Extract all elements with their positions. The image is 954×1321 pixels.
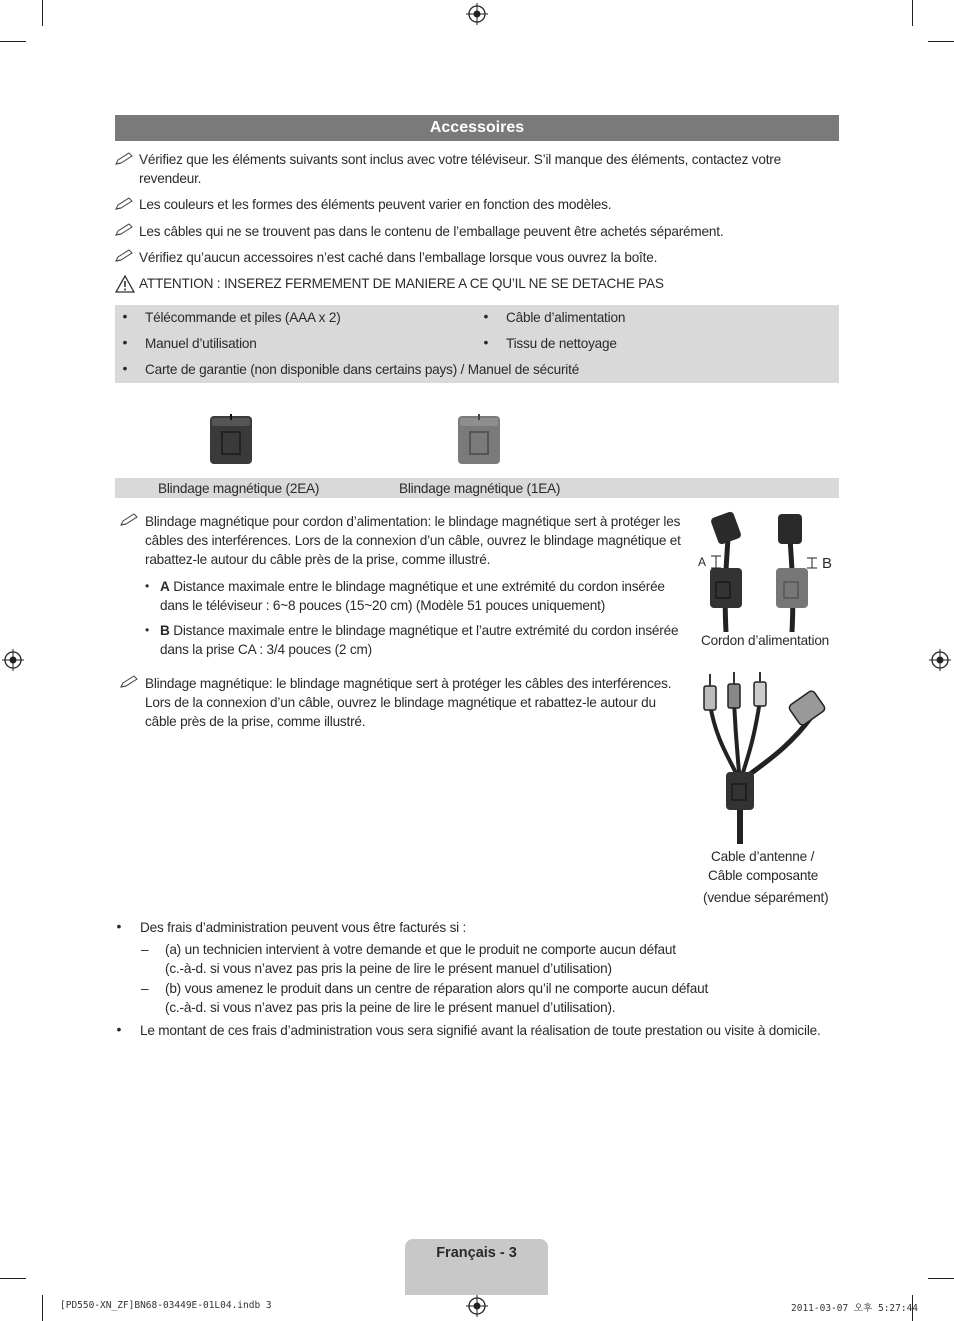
note-colors: Les couleurs et les formes des éléments peuvent varier en fonction des modèles. <box>139 197 612 212</box>
distance-b-text: B Distance maximale entre le blindage magnétique et l’autre extrémité du cordon insérée dans la prise CA : 3/4 pouces (2 cm) <box>160 623 679 657</box>
ferrite-core-dark-image <box>208 414 254 466</box>
bullet: • <box>122 360 128 376</box>
pencil-note-icon <box>115 223 135 237</box>
power-note-text: Blindage magnétique pour cordon d’alimentation: le blindage magnétique sert à protéger les câbles des interférences. Lors de la connexion d’un câble, ouvrez le blindage magnétique et rabattez-le autour du câble près de la prise, comme illustré. <box>145 514 681 567</box>
dash: – <box>141 981 149 996</box>
label-b: B <box>822 555 833 572</box>
warning-triangle-icon <box>115 275 135 293</box>
item-manual: Manuel d’utilisation <box>145 336 257 351</box>
crop-mark <box>928 41 954 42</box>
fees-intro: Des frais d’administration peuvent vous être facturés si : <box>140 920 467 935</box>
item-remote: Télécommande et piles (AAA x 2) <box>145 310 341 325</box>
power-cord-caption: Cordon d’alimentation <box>701 633 830 648</box>
crop-mark <box>928 1278 954 1279</box>
cable-note-text: Blindage magnétique: le blindage magnétique sert à protéger les câbles des interférences. Lors de la connexion d’un câble, ouvrez le blindage magnétique et rabattez-le autour du câble près de la prise, comme illustré. <box>145 676 672 729</box>
bullet: • <box>145 579 150 593</box>
pencil-note-icon <box>115 152 135 166</box>
bullet: • <box>483 334 489 350</box>
crop-mark <box>0 1278 26 1279</box>
section-title-bar: Accessoires <box>115 115 839 141</box>
item-warranty: Carte de garantie (non disponible dans certains pays) / Manuel de sécurité <box>145 362 580 377</box>
item-cleaning-cloth: Tissu de nettoyage <box>506 336 617 351</box>
crop-mark <box>42 1295 43 1321</box>
core-caption-1ea: Blindage magnétique (1EA) <box>399 481 561 496</box>
item-power-cable: Câble d’alimentation <box>506 310 626 325</box>
note-cables: Les câbles qui ne se trouvent pas dans le contenu de l’emballage peuvent être achetés séparément. <box>139 224 724 239</box>
note-check-items: Vérifiez que les éléments suivants sont inclus avec votre téléviseur. S’il manque des éléments, contactez votre revendeur. <box>139 152 781 186</box>
registration-mark-icon <box>466 1295 488 1317</box>
pencil-note-icon <box>120 675 140 689</box>
page-number: Français - 3 <box>436 1245 517 1261</box>
antenna-caption-line1: Cable d’antenne / <box>711 849 815 864</box>
attention-text: ATTENTION : INSEREZ FERMEMENT DE MANIERE A CE QU’IL NE SE DETACHE PAS <box>139 276 664 291</box>
registration-mark-icon <box>929 649 951 671</box>
power-cord-illustration <box>696 510 836 632</box>
fees-final: Le montant de ces frais d’administration vous sera signifié avant la réalisation de toute prestation ou visite à domicile. <box>140 1023 821 1038</box>
fees-case-a: (a) un technicien intervient à votre demande et que le produit ne comporte aucun défaut (c.-à-d. si vous n’avez pas pris la peine de lire le présent manuel d’utilisation) <box>165 942 676 976</box>
fees-case-b: (b) vous amenez le produit dans un centre de réparation alors qu’il ne comporte aucun défaut (c.-à-d. si vous n’avez pas pris la peine de lire le présent manuel d’utilisation). <box>165 981 709 1015</box>
pencil-note-icon <box>120 513 140 527</box>
registration-mark-icon <box>466 3 488 25</box>
crop-mark <box>42 0 43 26</box>
pencil-note-icon <box>115 249 135 263</box>
crop-mark <box>0 41 26 42</box>
bullet: • <box>122 334 128 350</box>
bullet: • <box>145 623 150 637</box>
dash: – <box>141 942 149 957</box>
note-hidden-accessories: Vérifiez qu’aucun accessoires n’est caché dans l’emballage lorsque vous ouvrez la boîte. <box>139 250 658 265</box>
bullet: • <box>116 1021 122 1037</box>
bullet: • <box>483 308 489 324</box>
bullet: • <box>122 308 128 324</box>
pencil-note-icon <box>115 197 135 211</box>
antenna-cable-illustration <box>696 672 830 848</box>
distance-a-text: A Distance maximale entre le blindage magnétique et une extrémité du cordon insérée dans le téléviseur : 6~8 pouces (15~20 cm) (Modèle 51 pouces uniquement) <box>160 579 665 613</box>
core-caption-2ea: Blindage magnétique (2EA) <box>158 481 320 496</box>
antenna-caption-line2: Câble composante <box>708 868 819 883</box>
print-timestamp: 2011-03-07 오후 5:27:44 <box>791 1303 919 1314</box>
registration-mark-icon <box>2 649 24 671</box>
print-file-info: [PD550-XN_ZF]BN68-03449E-01L04.indb 3 <box>60 1300 272 1311</box>
crop-mark <box>912 0 913 26</box>
bullet: • <box>116 918 122 934</box>
ferrite-core-gray-image <box>456 414 502 466</box>
label-a: A <box>698 555 707 569</box>
antenna-caption-line3: (vendue séparément) <box>703 890 829 905</box>
